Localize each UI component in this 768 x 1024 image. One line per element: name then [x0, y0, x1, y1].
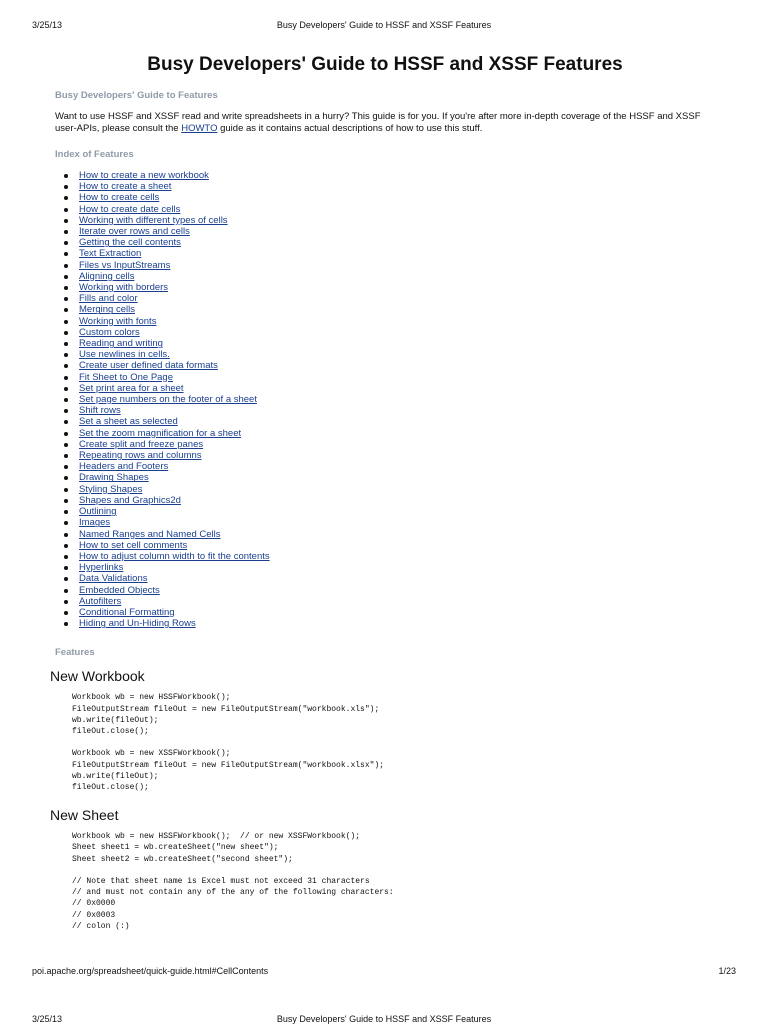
code-block-new-workbook: Workbook wb = new HSSFWorkbook(); FileOutputStream fileOut = new FileOutputStream("workbook.xls"); wb.write(fileOut); fileOut.close(); Workbook wb = new XSSFWorkbook(); FileOutputStream fileOut = new FileOutputStream("workbook.xlsx"); wb.write(fileOut); fileOut.close();: [72, 693, 385, 792]
index-link[interactable]: Images: [79, 517, 111, 529]
index-item: [62, 260, 720, 271]
index-item: [62, 529, 720, 540]
index-item: [62, 461, 720, 472]
index-item: [62, 506, 720, 517]
index-link[interactable]: Aligning cells: [79, 270, 135, 282]
index-item: [62, 540, 720, 551]
index-item: [62, 204, 720, 215]
index-link[interactable]: Working with different types of cells: [79, 214, 228, 226]
index-link[interactable]: Text Extraction: [79, 248, 142, 260]
index-link[interactable]: Drawing Shapes: [79, 472, 149, 484]
index-link[interactable]: Set page numbers on the footer of a sheet: [79, 394, 257, 406]
index-item: [62, 585, 720, 596]
page-content: [50, 54, 720, 946]
index-item: [62, 472, 720, 483]
index-link[interactable]: Named Ranges and Named Cells: [79, 528, 221, 540]
index-item: [62, 248, 720, 259]
features-label: Features: [55, 647, 95, 659]
index-item: [62, 304, 720, 315]
index-item: [62, 293, 720, 304]
page-number: 1/23: [718, 966, 736, 976]
print-date: 3/25/13: [32, 20, 63, 30]
section-title-new-sheet: New Sheet: [50, 807, 119, 824]
index-item: [62, 450, 720, 461]
index-item: [62, 316, 720, 327]
index-link[interactable]: Use newlines in cells.: [79, 349, 170, 361]
index-link[interactable]: Create user defined data formats: [79, 360, 218, 372]
index-link[interactable]: Hiding and Un-Hiding Rows: [79, 618, 196, 630]
page-url: poi.apache.org/spreadsheet/quick-guide.html#CellContents: [32, 966, 269, 976]
index-link[interactable]: Merging cells: [79, 304, 135, 316]
index-item: [62, 439, 720, 450]
intro-paragraph: [55, 111, 705, 135]
index-link[interactable]: Autofilters: [79, 595, 122, 607]
index-link[interactable]: Outlining: [79, 506, 117, 518]
index-item: [62, 327, 720, 338]
index-item: [62, 416, 720, 427]
index-link[interactable]: Fills and color: [79, 293, 138, 305]
features-guide-label: Busy Developers' Guide to Features: [55, 90, 218, 101]
index-item: [62, 271, 720, 282]
index-link[interactable]: Iterate over rows and cells: [79, 226, 190, 238]
index-item: [62, 338, 720, 349]
index-link[interactable]: How to create a sheet: [79, 181, 172, 193]
index-item: [62, 170, 720, 181]
index-link[interactable]: How to create date cells: [79, 203, 181, 215]
next-print-date: 3/25/13: [32, 1014, 63, 1024]
index-item: [62, 226, 720, 237]
intro-text-after: guide as it contains actual descriptions of how to use this stuff.: [217, 123, 483, 134]
next-page-header: [32, 1014, 736, 1024]
index-item: [62, 573, 720, 584]
index-link[interactable]: Working with borders: [79, 282, 169, 294]
index-item: [62, 282, 720, 293]
next-print-header-title: Busy Developers' Guide to HSSF and XSSF Features: [276, 1014, 492, 1024]
index-link[interactable]: How to create cells: [79, 192, 160, 204]
index-label: Index of Features: [55, 149, 134, 160]
index-item: [62, 372, 720, 383]
code-block-new-sheet: Workbook wb = new HSSFWorkbook(); // or new XSSFWorkbook(); Sheet sheet1 = wb.createSheet("new sheet"); Sheet sheet2 = wb.createSheet("second sheet"); // Note that sheet name is Excel must not exceed 31 characters // and must not contain any of the any of the following characters: // 0x0000 // 0x0003 // colon (:): [72, 832, 394, 931]
index-link[interactable]: Conditional Formatting: [79, 606, 175, 618]
section-title-new-workbook: New Workbook: [50, 668, 145, 685]
index-link[interactable]: Shapes and Graphics2d: [79, 494, 181, 506]
index-link[interactable]: Data Validations: [79, 573, 148, 585]
intro-text-before: Want to use HSSF and XSSF read and write spreadsheets in a hurry? This guide is for you. If you're after more in-depth coverage of the HSSF and XSSF user-APIs, please consult the: [55, 111, 701, 134]
index-link[interactable]: Fit Sheet to One Page: [79, 371, 174, 383]
index-link[interactable]: Custom colors: [79, 326, 140, 338]
index-link[interactable]: Set a sheet as selected: [79, 416, 178, 428]
index-item: [62, 484, 720, 495]
index-link[interactable]: Hyperlinks: [79, 562, 124, 574]
index-link[interactable]: Set the zoom magnification for a sheet: [79, 427, 242, 439]
index-item: [62, 237, 720, 248]
index-item: [62, 495, 720, 506]
index-item: [62, 517, 720, 528]
index-item: [62, 192, 720, 203]
index-link[interactable]: Shift rows: [79, 405, 121, 417]
index-link[interactable]: How to set cell comments: [79, 539, 188, 551]
index-link[interactable]: Repeating rows and columns: [79, 450, 202, 462]
index-item: [62, 618, 720, 629]
index-link[interactable]: Embedded Objects: [79, 584, 160, 596]
index-link[interactable]: How to adjust column width to fit the contents: [79, 550, 270, 562]
print-header-title: Busy Developers' Guide to HSSF and XSSF Features: [276, 20, 492, 30]
index-item: [62, 551, 720, 562]
index-item: [62, 360, 720, 371]
index-item: [62, 181, 720, 192]
index-item: [62, 562, 720, 573]
index-link[interactable]: How to create a new workbook: [79, 170, 209, 181]
index-item: [62, 596, 720, 607]
index-link[interactable]: Set print area for a sheet: [79, 382, 184, 394]
index-item: [62, 405, 720, 416]
print-footer: [32, 966, 736, 976]
index-link[interactable]: Files vs InputStreams: [79, 259, 171, 271]
index-link[interactable]: Styling Shapes: [79, 483, 143, 495]
howto-link[interactable]: HOWTO: [181, 123, 218, 134]
index-item: [62, 349, 720, 360]
index-item: [62, 428, 720, 439]
index-link[interactable]: Create split and freeze panes: [79, 438, 204, 450]
page-title: Busy Developers' Guide to HSSF and XSSF Features: [147, 54, 623, 75]
feature-index-list: [50, 170, 720, 629]
print-header: [32, 20, 736, 30]
index-link[interactable]: Reading and writing: [79, 338, 163, 350]
index-item: [62, 394, 720, 405]
index-item: [62, 607, 720, 618]
index-link[interactable]: Getting the cell contents: [79, 237, 181, 249]
index-link[interactable]: Working with fonts: [79, 315, 157, 327]
index-link[interactable]: Headers and Footers: [79, 461, 169, 473]
index-item: [62, 215, 720, 226]
index-item: [62, 383, 720, 394]
